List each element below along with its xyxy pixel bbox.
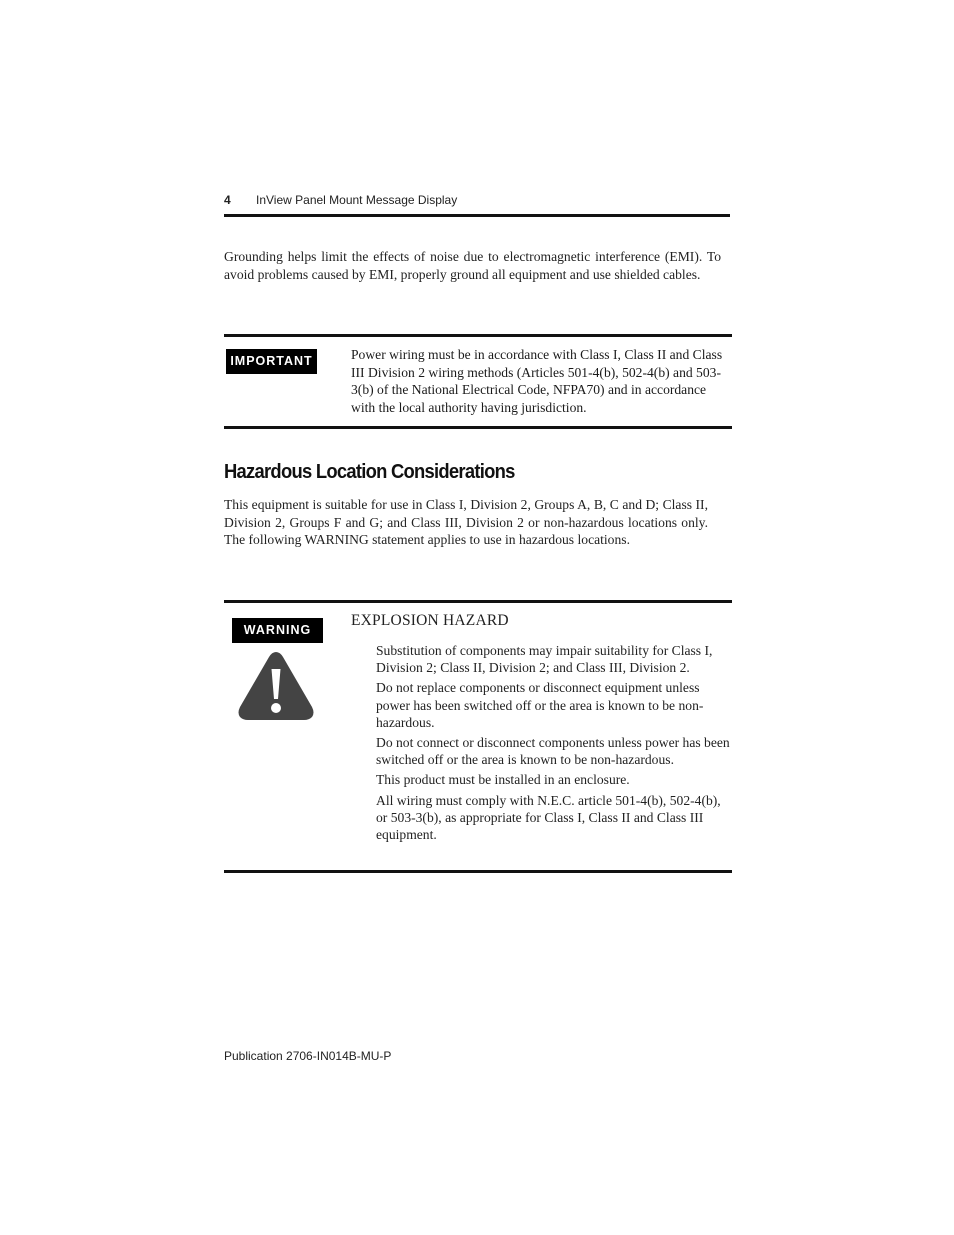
- warning-heading: EXPLOSION HAZARD: [351, 612, 509, 629]
- warning-item: This product must be installed in an enclosure.: [376, 772, 630, 788]
- page-number: 4: [224, 193, 231, 207]
- hazardous-location-paragraph: This equipment is suitable for use in Class I, Division 2, Groups A, B, C and D; Class II, Division 2, Groups F and G; and Class III, Division 2 or non-hazardous locations only. The following WARNING statement applies to use in hazardous locations.: [224, 497, 708, 547]
- warning-item: Do not connect or disconnect components unless power has been switched off or the area is known to be non-hazardous.: [376, 735, 730, 768]
- intro-paragraph: Grounding helps limit the effects of noise due to electromagnetic interference (EMI). To avoid problems caused by EMI, properly ground all equipment and use shielded cables.: [224, 249, 721, 282]
- warning-item: Substitution of components may impair suitability for Class I, Division 2; Class II, Division 2; and Class III, Division 2.: [376, 643, 713, 676]
- section-heading: Hazardous Location Considerations: [224, 461, 515, 483]
- important-badge: IMPORTANT: [226, 349, 317, 374]
- warning-item: All wiring must comply with N.E.C. article 501-4(b), 502-4(b), or 503-3(b), as appropriate for Class I, Class II and Class III equipment.: [376, 792, 721, 843]
- warning-triangle-icon: [236, 649, 316, 722]
- warning-notice: [224, 600, 732, 873]
- running-header-title: InView Panel Mount Message Display: [256, 193, 458, 207]
- warning-item: Do not replace components or disconnect equipment unless power has been switched off or the area is known to be non-hazardous.: [376, 680, 704, 730]
- important-notice: [224, 334, 732, 429]
- publication-footer: Publication 2706-IN014B-MU-P: [224, 1049, 392, 1063]
- warning-badge: WARNING: [232, 618, 323, 643]
- page-header: [224, 190, 730, 217]
- warning-list: [376, 642, 730, 846]
- important-text: Power wiring must be in accordance with Class I, Class II and Class III Division 2 wiring methods (Articles 501-4(b), 502-4(b) and 503-3(b) of the National Electrical Code, NFPA70) and in accordance with the local authority having jurisdiction.: [351, 347, 723, 415]
